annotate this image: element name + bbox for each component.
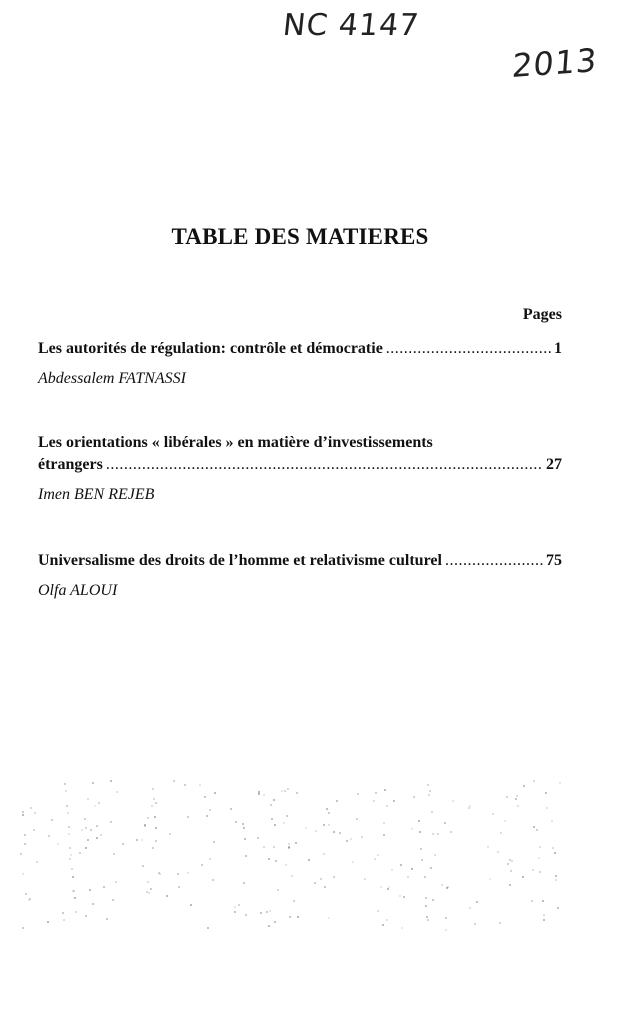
scan-speck [425, 905, 427, 907]
scan-bleed-through [20, 740, 580, 940]
scan-speck [230, 808, 232, 810]
scan-speck [352, 861, 354, 863]
scan-speck [515, 798, 517, 800]
scan-speck [297, 916, 299, 918]
scan-speck [22, 927, 24, 929]
scan-speck [85, 915, 87, 917]
scan-speck [187, 872, 189, 874]
scan-speck [204, 796, 206, 798]
scan-speck [383, 822, 385, 824]
scan-speck [407, 876, 409, 878]
scan-speck [445, 917, 447, 919]
scan-speck [425, 897, 427, 899]
scan-speck [333, 876, 335, 878]
scan-speck [207, 927, 209, 929]
toc-entry-1 [38, 338, 562, 360]
scan-speck [314, 882, 316, 884]
scan-speck [305, 827, 307, 829]
scan-speck [393, 800, 395, 802]
scan-speck [268, 858, 270, 860]
toc-entry-3 [38, 550, 562, 572]
scan-speck [346, 840, 348, 842]
toc-entry-2-title-line2: étrangers [38, 456, 103, 473]
scan-speck [288, 847, 290, 849]
scan-speck [51, 819, 53, 821]
scan-speck [382, 924, 384, 926]
scan-speck [146, 891, 148, 893]
scan-speck [263, 846, 265, 848]
scan-speck [474, 923, 476, 925]
scan-speck [152, 847, 154, 849]
scan-speck [22, 814, 24, 816]
scan-speck [507, 863, 509, 865]
scan-speck [522, 876, 524, 878]
scan-speck [269, 910, 271, 912]
scan-speck [350, 838, 352, 840]
scan-speck [420, 848, 422, 850]
scan-speck [418, 820, 420, 822]
scan-speck [328, 824, 330, 826]
scan-speck [559, 782, 561, 784]
scan-speck [557, 907, 559, 909]
scan-speck [214, 792, 216, 794]
scan-speck [431, 811, 433, 813]
scan-speck [533, 826, 535, 828]
scan-speck [73, 890, 75, 892]
scan-speck [84, 818, 86, 820]
scan-speck [274, 921, 276, 923]
scan-speck [361, 836, 363, 838]
scan-speck [270, 804, 272, 806]
scan-speck [34, 812, 36, 814]
scan-speck [328, 917, 330, 919]
scan-speck [75, 911, 77, 913]
scan-speck [64, 783, 66, 785]
scan-speck [148, 892, 150, 894]
scan-speck [373, 800, 375, 802]
scan-speck [427, 784, 429, 786]
scan-speck [190, 904, 192, 906]
scan-speck [30, 807, 32, 809]
scan-speck [489, 878, 491, 880]
scan-speck [277, 889, 279, 891]
scan-speck [100, 834, 102, 836]
scan-speck [323, 824, 325, 826]
scan-speck [419, 831, 421, 833]
scan-speck [271, 818, 273, 820]
toc-entry-3-author: Olfa ALOUI [38, 582, 118, 599]
scan-speck [287, 788, 289, 790]
scan-speck [432, 833, 434, 835]
scan-speck [87, 798, 89, 800]
scan-speck [113, 853, 115, 855]
dot-leader [106, 454, 543, 476]
scan-speck [66, 805, 68, 807]
scan-speck [89, 889, 91, 891]
scan-speck [500, 832, 502, 834]
scan-speck [510, 870, 512, 872]
scan-speck [212, 879, 214, 881]
scan-speck [444, 822, 446, 824]
scan-speck [403, 896, 405, 898]
scan-speck [144, 825, 146, 827]
scan-speck [96, 825, 98, 827]
scan-speck [72, 876, 74, 878]
scan-speck [413, 796, 415, 798]
scan-speck [155, 802, 157, 804]
scan-speck [103, 886, 105, 888]
scan-speck [87, 839, 89, 841]
scan-speck [383, 834, 385, 836]
scan-speck [169, 833, 171, 835]
scan-speck [445, 929, 447, 931]
scan-speck [315, 830, 317, 832]
scan-speck [399, 895, 401, 897]
scan-speck [380, 886, 382, 888]
scan-speck [142, 865, 144, 867]
scan-speck [428, 794, 430, 796]
scan-speck [258, 793, 260, 795]
scan-speck [375, 792, 377, 794]
dot-leader [386, 338, 551, 360]
scan-speck [450, 831, 452, 833]
scan-speck [74, 897, 76, 899]
scan-speck [79, 852, 81, 854]
scan-speck [81, 829, 83, 831]
scan-speck [67, 812, 69, 814]
scan-speck [357, 793, 359, 795]
scan-speck [284, 790, 286, 792]
scan-speck [273, 799, 275, 801]
page-title: TABLE DES MATIERES [171, 224, 429, 249]
scan-speck [155, 827, 157, 829]
scan-speck [153, 798, 155, 800]
scan-speck [545, 792, 547, 794]
scan-speck [263, 794, 265, 796]
scan-speck [151, 805, 153, 807]
scan-speck [411, 828, 413, 830]
scan-speck [242, 823, 244, 825]
scan-speck [85, 847, 87, 849]
scan-speck [426, 916, 428, 918]
toc-entry-2 [38, 432, 562, 476]
scan-speck [430, 867, 432, 869]
scan-speck [506, 796, 508, 798]
scan-speck [536, 829, 538, 831]
scan-speck [65, 790, 67, 792]
pages-column-label: Pages [522, 306, 562, 323]
scan-speck [509, 884, 511, 886]
scan-speck [296, 792, 298, 794]
toc-entry-2-page: 27 [546, 456, 562, 473]
toc-entry-2-title-line1: Les orientations « libérales » en matière d’investissements [38, 434, 433, 451]
scan-speck [234, 911, 236, 913]
scan-speck [543, 919, 545, 921]
scan-speck [497, 851, 499, 853]
scan-speck [275, 860, 277, 862]
scan-speck [288, 843, 290, 845]
scan-speck [511, 860, 513, 862]
scan-speck [339, 832, 341, 834]
scan-speck [328, 812, 330, 814]
scan-speck [437, 833, 439, 835]
scan-speck [452, 800, 454, 802]
scan-speck [401, 927, 403, 929]
scan-speck [291, 875, 293, 877]
scan-speck [323, 853, 325, 855]
scan-speck [47, 921, 49, 923]
scan-speck [387, 888, 389, 890]
scan-speck [377, 910, 379, 912]
scan-speck [201, 864, 203, 866]
scan-speck [92, 903, 94, 905]
scan-speck [336, 800, 338, 802]
scan-speck [434, 854, 436, 856]
scan-speck [69, 858, 71, 860]
scan-speck [115, 881, 117, 883]
scan-speck [94, 805, 96, 807]
scan-speck [499, 922, 501, 924]
scan-speck [110, 780, 112, 782]
scan-speck [25, 893, 27, 895]
scan-speck [238, 904, 240, 906]
scan-speck [469, 907, 471, 909]
scan-speck [235, 821, 237, 823]
scan-speck [386, 919, 388, 921]
scan-speck [324, 886, 326, 888]
scan-speck [184, 784, 186, 786]
scan-speck [539, 871, 541, 873]
scan-speck [173, 780, 175, 782]
scan-speck [199, 784, 201, 786]
scan-speck [166, 895, 168, 897]
scan-speck [24, 834, 26, 836]
scan-speck [551, 820, 553, 822]
scan-speck [374, 858, 376, 860]
handwritten-reference: NC 4147 [281, 8, 422, 43]
scan-speck [177, 873, 179, 875]
scan-speck [293, 900, 295, 902]
scan-speck [295, 842, 297, 844]
scan-speck [122, 843, 124, 845]
scan-speck [400, 864, 402, 866]
scan-speck [244, 838, 246, 840]
scan-speck [531, 900, 533, 902]
scan-speck [523, 785, 525, 787]
scan-speck [555, 875, 557, 877]
scan-speck [285, 864, 287, 866]
scan-speck [492, 813, 494, 815]
scan-speck [281, 790, 283, 792]
scan-speck [274, 824, 276, 826]
handwritten-year: 2013 [510, 40, 599, 86]
scan-speck [178, 886, 180, 888]
scan-speck [68, 833, 70, 835]
dot-leader [445, 550, 543, 572]
scan-speck [92, 782, 94, 784]
scan-speck [33, 829, 35, 831]
scan-speck [71, 868, 73, 870]
scan-speck [147, 817, 149, 819]
scan-speck [356, 818, 358, 820]
scan-speck [429, 790, 431, 792]
scan-speck [116, 791, 118, 793]
scan-speck [552, 847, 554, 849]
scan-speck [289, 916, 291, 918]
scan-speck [260, 912, 262, 914]
scan-speck [377, 854, 379, 856]
scan-speck [446, 887, 448, 889]
scan-speck [432, 899, 434, 901]
scan-speck [555, 879, 557, 881]
scan-speck [542, 900, 544, 902]
scan-speck [136, 839, 138, 841]
scan-speck [209, 809, 211, 811]
scan-speck [85, 827, 87, 829]
scan-speck [468, 807, 470, 809]
scan-speck [245, 855, 247, 857]
scan-speck [147, 881, 149, 883]
scan-speck [154, 816, 156, 818]
scan-speck [268, 925, 270, 927]
scan-speck [333, 831, 335, 833]
scan-speck [24, 843, 26, 845]
scan-speck [257, 837, 259, 839]
toc-entry-3-title: Universalisme des droits de l’homme et relativisme culturel [38, 552, 442, 569]
scan-speck [384, 789, 386, 791]
scan-speck [213, 841, 215, 843]
scan-speck [110, 821, 112, 823]
scan-speck [22, 873, 24, 875]
scan-speck [159, 873, 161, 875]
scan-speck [554, 852, 556, 854]
scan-speck [411, 868, 413, 870]
scan-speck [96, 837, 98, 839]
scan-speck [386, 805, 388, 807]
scan-speck [421, 859, 423, 861]
scan-speck [155, 840, 157, 842]
scan-speck [243, 882, 245, 884]
scan-speck [187, 816, 189, 818]
scan-speck [546, 807, 548, 809]
scan-speck [364, 878, 366, 880]
scan-speck [68, 826, 70, 828]
scan-speck [391, 869, 393, 871]
scan-speck [90, 829, 92, 831]
scan-speck [308, 859, 310, 861]
scan-speck [504, 820, 506, 822]
scan-speck [28, 899, 30, 901]
scan-speck [70, 854, 72, 856]
scan-speck [243, 827, 245, 829]
scan-speck [112, 899, 114, 901]
scan-speck [283, 822, 285, 824]
scan-speck [48, 835, 50, 837]
scan-speck [424, 876, 426, 878]
toc-entry-1-page: 1 [554, 340, 562, 357]
scan-speck [273, 846, 275, 848]
scan-speck [22, 811, 24, 813]
scan-speck [36, 861, 38, 863]
scan-speck [538, 857, 540, 859]
scan-speck [20, 853, 22, 855]
scan-speck [476, 901, 478, 903]
scan-speck [234, 906, 236, 908]
scan-speck [532, 869, 534, 871]
scan-speck [209, 858, 211, 860]
scan-speck [533, 780, 535, 782]
scan-speck [326, 808, 328, 810]
scan-speck [63, 919, 65, 921]
toc-entry-3-page: 75 [546, 552, 562, 569]
scan-speck [516, 795, 518, 797]
toc-entry-2-author: Imen BEN REJEB [38, 486, 155, 503]
scan-speck [543, 914, 545, 916]
scan-speck [427, 919, 429, 921]
scan-speck [206, 815, 208, 817]
scan-speck [57, 843, 59, 845]
scan-speck [245, 914, 247, 916]
scan-speck [150, 888, 152, 890]
toc-entry-1-title: Les autorités de régulation: contrôle et démocratie [38, 340, 383, 357]
scan-speck [69, 847, 71, 849]
scan-speck [141, 839, 143, 841]
scan-speck [320, 878, 322, 880]
scan-speck [517, 805, 519, 807]
scan-speck [62, 912, 64, 914]
scan-speck [98, 802, 100, 804]
scan-speck [539, 846, 541, 848]
scan-speck [106, 918, 108, 920]
scan-speck [487, 846, 489, 848]
scan-speck [152, 788, 154, 790]
scan-speck [441, 884, 443, 886]
toc-entry-1-author: Abdessalem FATNASSI [38, 370, 186, 387]
scan-speck [286, 815, 288, 817]
